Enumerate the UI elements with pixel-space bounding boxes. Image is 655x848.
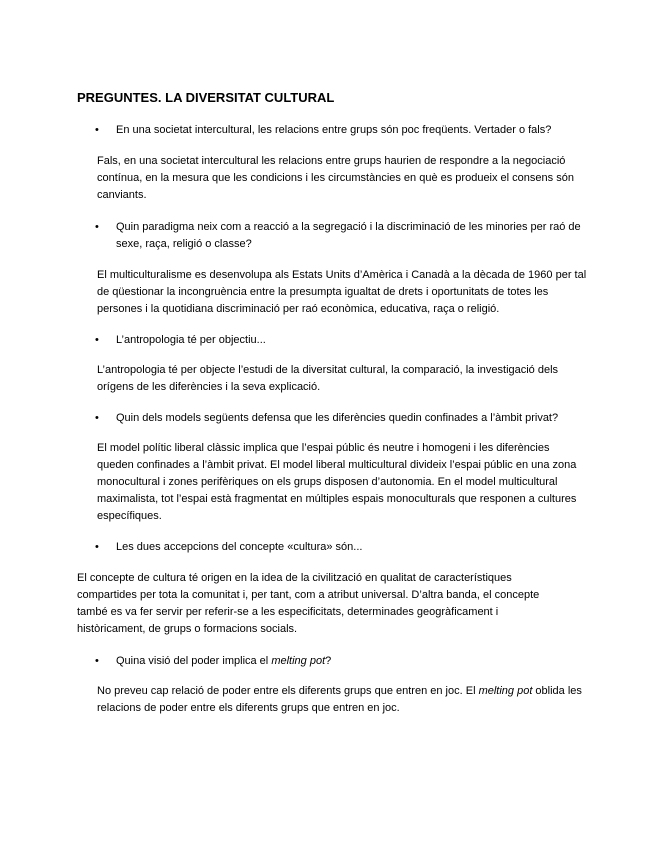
answer-6-italic: melting pot	[478, 685, 533, 697]
answer-2: El multiculturalisme es desenvolupa als Estats Units d’Amèrica i Canadà a la dècada de 1960 per tal de qüestionar la incongruència entre la presumpta igualtat de drets i oportunitats de totes les persones i la quotidiana discriminació per raó econòmica, educativa, raça o religió.	[97, 269, 587, 315]
question-4-text: Quin dels models següents defensa que les diferències quedin confinades a l’àmbit privat?	[116, 412, 559, 424]
answer-6-part2: oblida les relacions de poder entre els diferents grups que entren en joc.	[97, 685, 582, 714]
question-1-text: En una societat intercultural, les relacions entre grups són poc freqüents. Vertader o fals?	[116, 124, 552, 136]
question-6-suffix: ?	[325, 655, 332, 667]
answer-6	[97, 683, 587, 717]
question-5-text: Les dues accepcions del concepte «cultura» són...	[116, 541, 363, 553]
question-3-text: L’antropologia té per objectiu...	[116, 334, 266, 346]
bullet-icon: •	[95, 655, 99, 667]
answer-4: El model polític liberal clàssic implica que l’espai públic és neutre i homogeni i les diferències queden confinades a l’àmbit privat. El model liberal multicultural divideix l’espai públic en una zona monocultural i zones perifèriques on els grups disposen d’autonomia. En el model multicultural maximalista, tot l’espai està fragmentat en múltiples espais monoculturals que responen a cultures específiques.	[97, 442, 577, 522]
question-5	[95, 539, 586, 556]
question-6-prefix: Quina visió del poder implica el	[116, 655, 272, 667]
question-1	[95, 122, 586, 139]
answer-1: Fals, en una societat intercultural les relacions entre grups haurien de respondre a la negociació contínua, en la mesura que les condicions i les circumstàncies en què es produeix el consens són canviants.	[97, 155, 574, 201]
answer-6-part1: No preveu cap relació de poder entre els diferents grups que entren en joc. El	[97, 685, 479, 697]
bullet-icon: •	[95, 541, 99, 553]
bullet-icon: •	[95, 334, 99, 346]
answer-3: L’antropologia té per objecte l’estudi de la diversitat cultural, la comparació, la investigació dels orígens de les diferències i la seva explicació.	[97, 364, 559, 393]
question-4	[95, 410, 586, 427]
bullet-icon: •	[95, 221, 99, 233]
bullet-icon: •	[95, 124, 99, 136]
question-3	[95, 332, 586, 349]
question-6	[95, 653, 586, 670]
question-2	[95, 219, 586, 253]
question-6-italic: melting pot	[271, 655, 326, 667]
question-2-text: Quin paradigma neix com a reacció a la segregació i la discriminació de les minories per raó de sexe, raça, religió o classe?	[116, 221, 581, 250]
page-title: PREGUNTES. LA DIVERSITAT CULTURAL	[77, 90, 335, 105]
answer-5: El concepte de cultura té origen en la idea de la civilització en qualitat de característiques compartides per tota la comunitat i, per tant, com a atribut universal. D’altra banda, el concepte també es va fer servir per referir-se a les especificitats, determinades geogràficament i històricament, de grups o formacions socials.	[77, 572, 540, 635]
bullet-icon: •	[95, 412, 99, 424]
